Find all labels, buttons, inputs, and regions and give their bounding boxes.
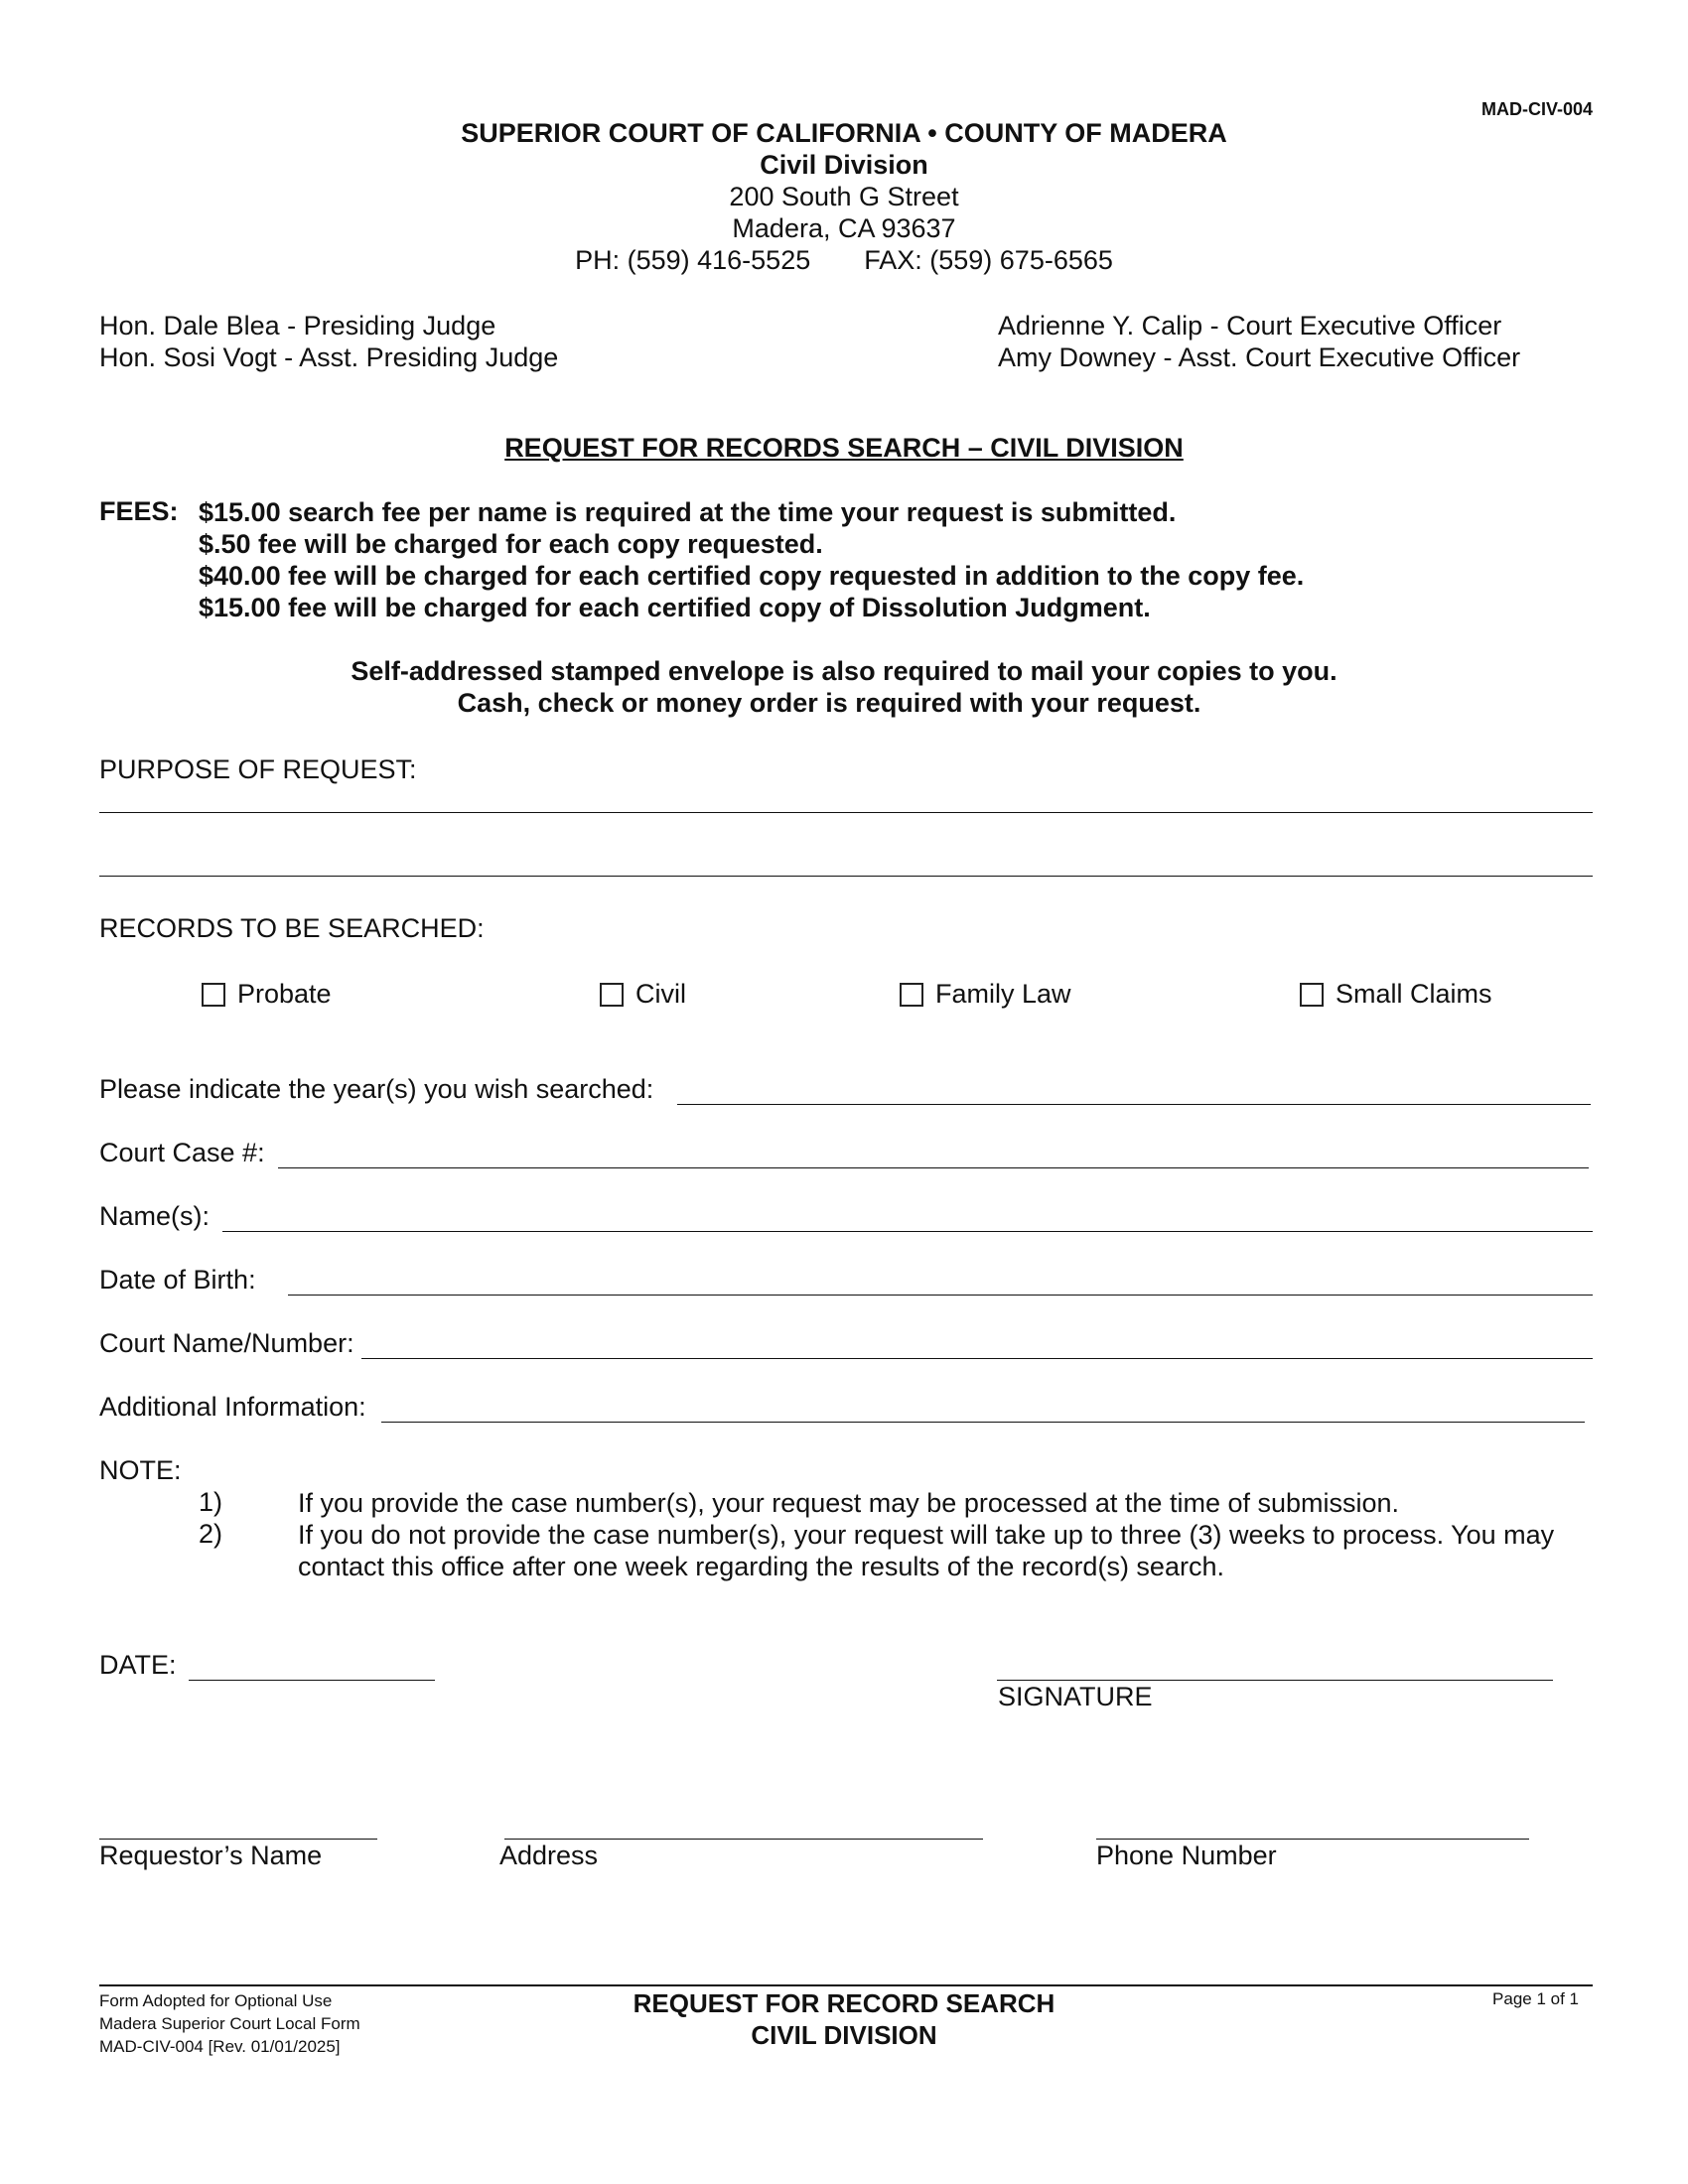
- asst-presiding-judge: Hon. Sosi Vogt - Asst. Presiding Judge: [99, 342, 559, 372]
- checkbox-label: Small Claims: [1336, 979, 1492, 1009]
- checkbox-box[interactable]: [600, 983, 624, 1007]
- note-number: 2): [199, 1519, 223, 1549]
- names-field[interactable]: [222, 1231, 1593, 1232]
- requestor-name-field[interactable]: [99, 1839, 377, 1840]
- note-text: If you do not provide the case number(s), your request will take up to three (3) weeks to process. You may contact this office after one week regarding the results of the record(s) search.: [298, 1520, 1555, 1581]
- footer-line: Madera Superior Court Local Form: [99, 2014, 360, 2033]
- years-field[interactable]: [677, 1104, 1591, 1105]
- payment-notice: [0, 655, 1688, 719]
- fee-line: $.50 fee will be charged for each copy requested.: [199, 529, 823, 559]
- judges-list: [99, 310, 558, 373]
- fees-label: FEES:: [99, 496, 179, 526]
- court-name: SUPERIOR COURT OF CALIFORNIA • COUNTY OF MADERA: [461, 118, 1227, 148]
- note-text: If you provide the case number(s), your request may be processed at the time of submission.: [298, 1488, 1400, 1518]
- court-name-field[interactable]: [361, 1358, 1593, 1359]
- court-name-label: Court Name/Number:: [99, 1328, 354, 1358]
- payment-method-notice: Cash, check or money order is required with your request.: [457, 688, 1201, 718]
- fee-line: $15.00 search fee per name is required at the time your request is submitted.: [199, 497, 1177, 527]
- dob-label: Date of Birth:: [99, 1265, 256, 1295]
- purpose-line-1[interactable]: [99, 812, 1593, 813]
- purpose-line-2[interactable]: [99, 876, 1593, 877]
- street-address: 200 South G Street: [729, 182, 959, 211]
- names-label: Name(s):: [99, 1201, 211, 1231]
- footer-line: MAD-CIV-004 [Rev. 01/01/2025]: [99, 2037, 341, 2056]
- signature-field[interactable]: [997, 1680, 1553, 1681]
- officers-list: [998, 310, 1520, 373]
- requestor-name-label: Requestor’s Name: [99, 1841, 323, 1870]
- form-id: MAD-CIV-004: [1480, 99, 1593, 119]
- records-label: RECORDS TO BE SEARCHED:: [99, 913, 485, 943]
- division-name: Civil Division: [760, 150, 928, 180]
- checkbox-box[interactable]: [1300, 983, 1324, 1007]
- checkbox-box[interactable]: [900, 983, 923, 1007]
- signature-label: SIGNATURE: [998, 1682, 1153, 1711]
- checkbox-probate[interactable]: [202, 979, 332, 1010]
- city-address: Madera, CA 93637: [732, 213, 956, 243]
- presiding-judge: Hon. Dale Blea - Presiding Judge: [99, 311, 496, 341]
- checkbox-box[interactable]: [202, 983, 225, 1007]
- checkbox-label: Probate: [237, 979, 332, 1009]
- checkbox-label: Family Law: [935, 979, 1071, 1009]
- phone-label: Phone Number: [1096, 1841, 1277, 1870]
- phone-number: PH: (559) 416-5525: [575, 245, 811, 275]
- footer-title-line: REQUEST FOR RECORD SEARCH: [633, 1988, 1055, 2018]
- date-field[interactable]: [189, 1680, 435, 1681]
- phone-field[interactable]: [1096, 1839, 1529, 1840]
- court-header: [0, 117, 1688, 276]
- note-label: NOTE:: [99, 1455, 182, 1485]
- envelope-notice: Self-addressed stamped envelope is also required to mail your copies to you.: [351, 656, 1337, 686]
- address-field[interactable]: [504, 1839, 983, 1840]
- address-label: Address: [499, 1841, 599, 1870]
- dob-field[interactable]: [288, 1295, 1593, 1296]
- date-label: DATE:: [99, 1650, 177, 1680]
- checkbox-small-claims[interactable]: [1300, 979, 1492, 1010]
- checkbox-civil[interactable]: [600, 979, 686, 1010]
- additional-info-label: Additional Information:: [99, 1392, 366, 1422]
- footer-title: [0, 1987, 1688, 2051]
- additional-info-field[interactable]: [381, 1422, 1585, 1423]
- court-executive-officer: Adrienne Y. Calip - Court Executive Officer: [998, 311, 1502, 341]
- note-number: 1): [199, 1487, 223, 1517]
- contact-line: [0, 244, 1688, 276]
- footer-divider: [99, 1984, 1593, 1986]
- page-number: Page 1 of 1: [1492, 1989, 1579, 2008]
- form-title: REQUEST FOR RECORDS SEARCH – CIVIL DIVISION: [504, 433, 1184, 463]
- fee-line: $40.00 fee will be charged for each certified copy requested in addition to the copy fee.: [199, 561, 1305, 591]
- fee-line: $15.00 fee will be charged for each certified copy of Dissolution Judgment.: [199, 593, 1151, 622]
- footer-title-line: CIVIL DIVISION: [751, 2020, 937, 2050]
- purpose-label: PURPOSE OF REQUEST:: [99, 754, 417, 784]
- case-number-field[interactable]: [278, 1167, 1589, 1168]
- case-number-label: Court Case #:: [99, 1138, 265, 1167]
- years-label: Please indicate the year(s) you wish searched:: [99, 1074, 654, 1104]
- footer-line: Form Adopted for Optional Use: [99, 1991, 333, 2010]
- asst-court-executive-officer: Amy Downey - Asst. Court Executive Officer: [998, 342, 1521, 372]
- fax-number: FAX: (559) 675-6565: [864, 245, 1113, 275]
- fees-list: [199, 496, 1304, 623]
- checkbox-label: Civil: [635, 979, 686, 1009]
- checkbox-family-law[interactable]: [900, 979, 1071, 1010]
